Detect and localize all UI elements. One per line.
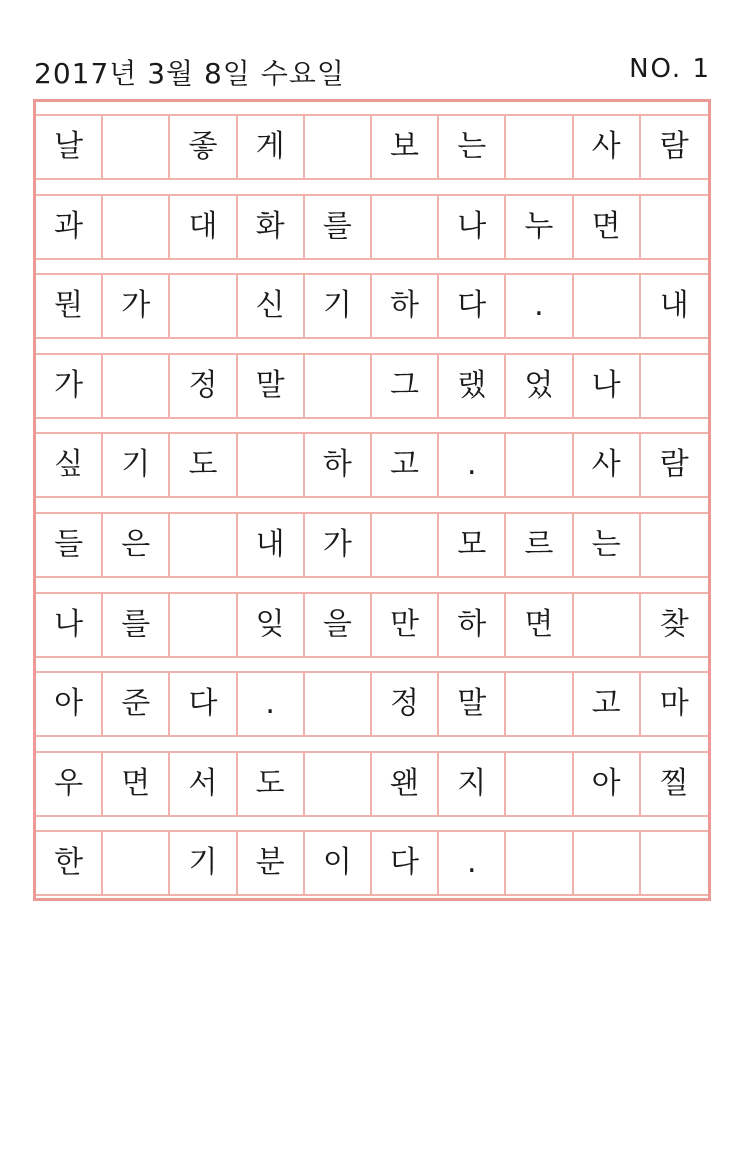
grid-cell: 그 — [372, 355, 439, 417]
grid-cell: 기 — [305, 275, 372, 337]
grid-cell: 날 — [36, 116, 103, 178]
grid-cell: 누 — [506, 196, 573, 258]
grid-cell: 기 — [170, 832, 237, 894]
grid-row — [36, 114, 708, 180]
grid-cell: 과 — [36, 196, 103, 258]
grid-cell: 고 — [372, 434, 439, 496]
grid-cell: 게 — [238, 116, 305, 178]
grid-cell: 도 — [238, 753, 305, 815]
grid-cell: 지 — [439, 753, 506, 815]
grid-cell: 정 — [372, 673, 439, 735]
grid-cell: 르 — [506, 514, 573, 576]
grid-cell: 한 — [36, 832, 103, 894]
grid-cell: . — [506, 275, 573, 337]
grid-cell — [506, 753, 573, 815]
grid-cell — [170, 594, 237, 656]
grid-cell: 찔 — [659, 765, 689, 801]
grid-cell: 화 — [238, 196, 305, 258]
grid-cell: 나 — [574, 355, 641, 417]
grid-cell: 말 — [439, 673, 506, 735]
grid-cell: 내 — [238, 514, 305, 576]
grid-cell: 는 — [439, 116, 506, 178]
grid-cell: 는 — [574, 514, 641, 576]
grid-cell: 이 — [305, 832, 372, 894]
grid-cell: 서 — [170, 753, 237, 815]
grid-cell: 은 — [103, 514, 170, 576]
grid-cell — [506, 434, 573, 496]
grid-cell: 면 — [103, 753, 170, 815]
grid-cell — [574, 832, 641, 894]
grid-row — [36, 273, 708, 339]
grid-cell: 가 — [305, 514, 372, 576]
grid-cell — [238, 434, 305, 496]
grid-cell — [372, 196, 439, 258]
grid-cell: 면 — [574, 196, 641, 258]
grid-cell: . — [439, 434, 506, 496]
grid-cell: 하 — [372, 275, 439, 337]
grid-cell: 정 — [170, 355, 237, 417]
grid-cell: 대 — [170, 196, 237, 258]
grid-row — [36, 194, 708, 260]
grid-cell: 싶 — [36, 434, 103, 496]
grid-cell: 사 — [574, 116, 641, 178]
grid-cell — [506, 673, 573, 735]
grid-cell: 었 — [506, 355, 573, 417]
grid-cell: 하 — [305, 434, 372, 496]
grid-cell — [506, 832, 573, 894]
grid-cell: 들 — [36, 514, 103, 576]
grid-cell — [641, 196, 708, 258]
grid-cell — [506, 116, 573, 178]
grid-row — [36, 671, 708, 737]
grid-cell: 좋 — [170, 116, 237, 178]
grid-cell: 다 — [170, 673, 237, 735]
grid-cell: 도 — [170, 434, 237, 496]
grid-cell: 만 — [372, 594, 439, 656]
grid-cell: 기 — [103, 434, 170, 496]
grid-cell: 뭔 — [36, 275, 103, 337]
grid-cell — [305, 673, 372, 735]
grid-cell — [170, 275, 237, 337]
grid-cell — [305, 116, 372, 178]
manuscript-sheet — [33, 99, 711, 901]
page-number: NO. 1 — [629, 54, 711, 84]
grid-cell: 를 — [103, 594, 170, 656]
grid-cell — [641, 355, 708, 417]
grid-cell: 람 — [659, 447, 689, 483]
grid-cell: 아 — [36, 673, 103, 735]
grid-cell — [641, 832, 708, 894]
grid-cell: 아 — [574, 753, 641, 815]
grid-cell — [641, 514, 708, 576]
grid-cell: 마 — [659, 686, 689, 722]
grid-cell — [305, 753, 372, 815]
grid-cell — [574, 275, 641, 337]
grid-cell: 람 — [659, 129, 689, 164]
grid-cell — [103, 355, 170, 417]
grid-cell: 말 — [238, 355, 305, 417]
grid-cell: 다 — [439, 275, 506, 337]
grid-cell — [305, 355, 372, 417]
grid-cell: 찾 — [659, 606, 689, 642]
grid-cell: 고 — [574, 673, 641, 735]
grid-cell: 왠 — [372, 753, 439, 815]
grid-cell: 내 — [659, 288, 689, 324]
grid-cell: 하 — [439, 594, 506, 656]
grid-cell: . — [238, 673, 305, 735]
grid-cell: 면 — [506, 594, 573, 656]
grid-cell: 분 — [238, 832, 305, 894]
grid-cell: 가 — [36, 355, 103, 417]
grid-cell — [103, 832, 170, 894]
grid-row — [36, 592, 708, 658]
grid-cell — [103, 116, 170, 178]
grid-cell: 신 — [238, 275, 305, 337]
grid-cell — [372, 514, 439, 576]
grid-row — [36, 751, 708, 817]
grid-cell: 우 — [36, 753, 103, 815]
grid-cell: 모 — [439, 514, 506, 576]
grid-row — [36, 353, 708, 419]
grid-cell: 가 — [103, 275, 170, 337]
grid-cell: 사 — [574, 434, 641, 496]
grid-cell — [170, 514, 237, 576]
grid-cell: 다 — [372, 832, 439, 894]
grid-cell: 나 — [36, 594, 103, 656]
grid-cell: 보 — [372, 116, 439, 178]
grid-cell: 잊 — [238, 594, 305, 656]
grid-row — [36, 432, 708, 498]
grid-cell: 랬 — [439, 355, 506, 417]
grid-cell: 를 — [305, 196, 372, 258]
grid-cell: . — [439, 832, 506, 894]
grid-row — [36, 512, 708, 578]
diary-date: 2017년 3월 8일 수요일 — [34, 57, 345, 90]
grid-cell: 을 — [305, 594, 372, 656]
grid-cell: 준 — [103, 673, 170, 735]
grid-row — [36, 830, 708, 896]
grid-cell: 나 — [439, 196, 506, 258]
grid-cell — [574, 594, 641, 656]
grid-cell — [103, 196, 170, 258]
